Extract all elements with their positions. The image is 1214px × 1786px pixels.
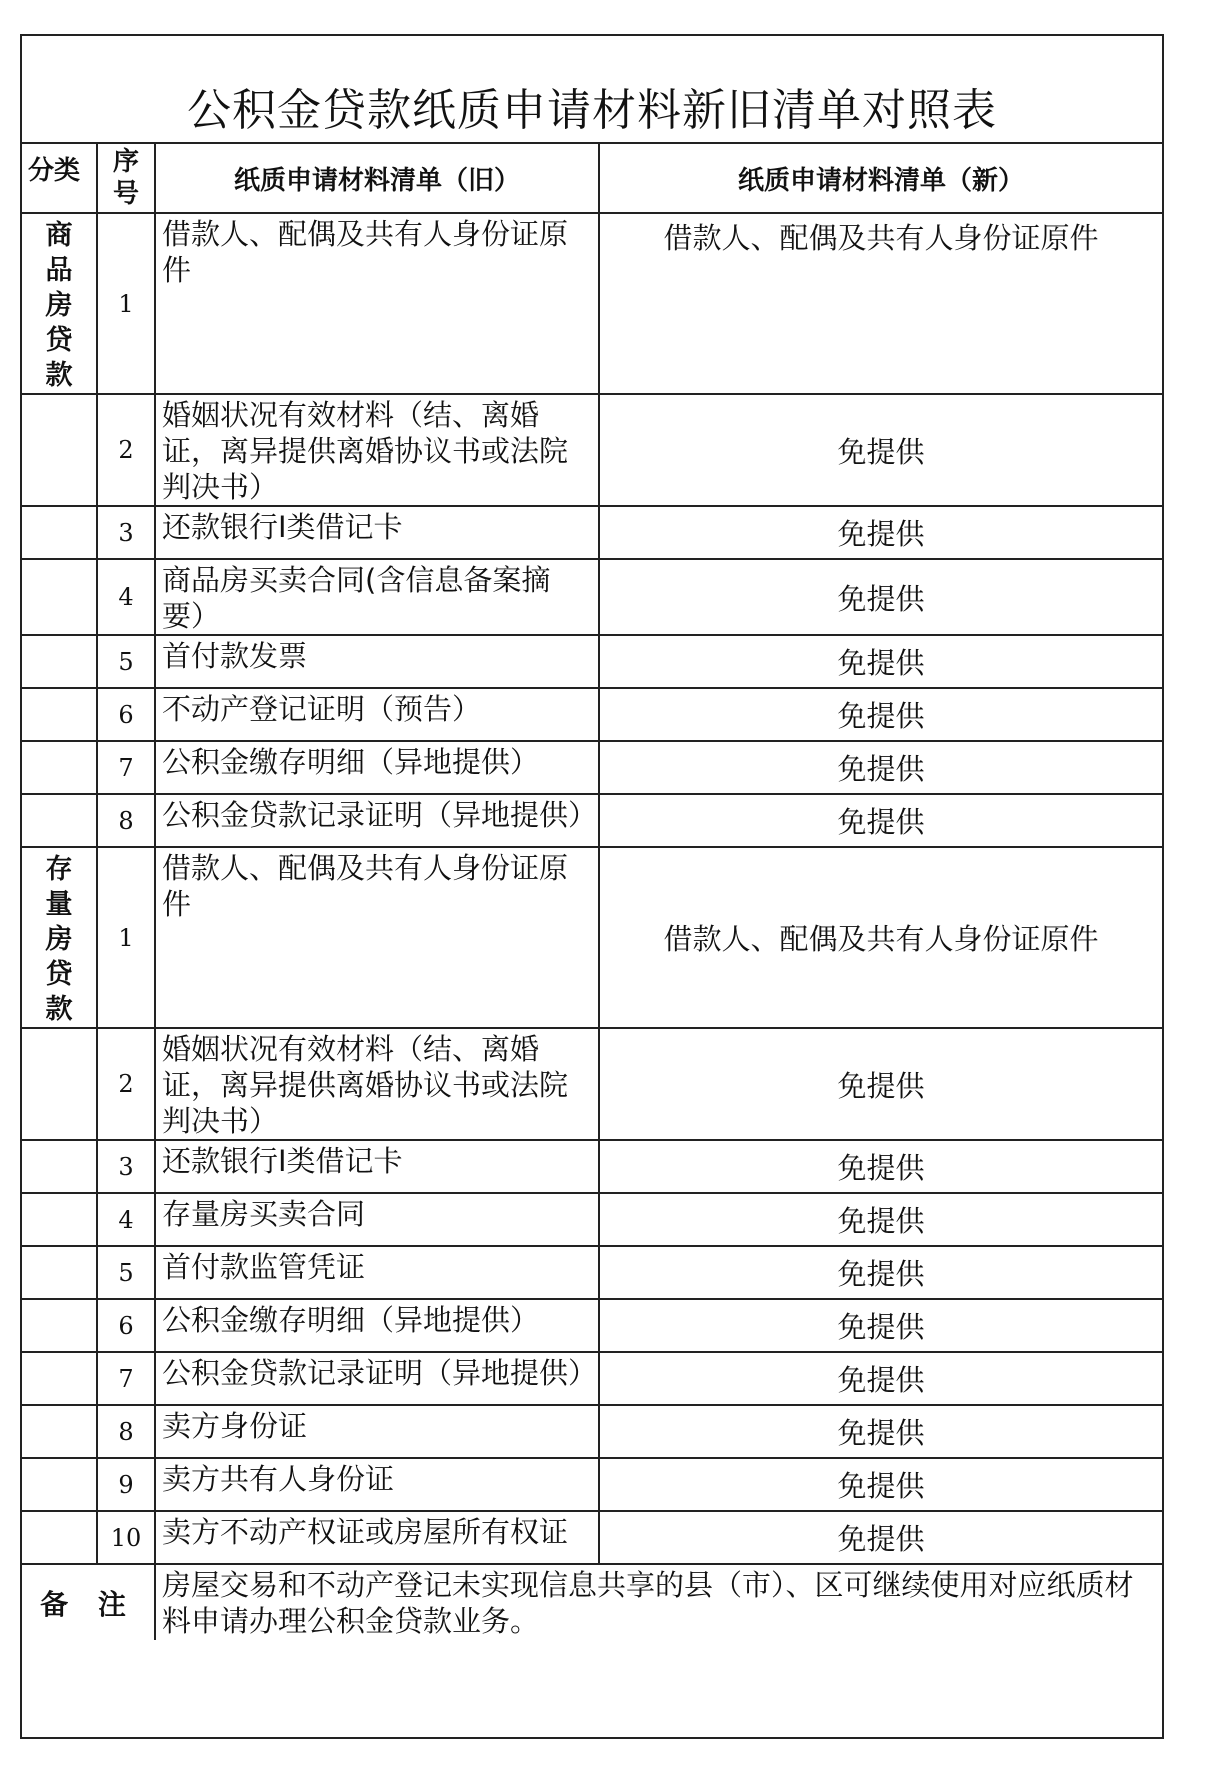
row-index: 2 xyxy=(97,394,155,506)
new-material: 免提供 xyxy=(599,741,1162,794)
table-row xyxy=(22,1299,1162,1352)
row-index: 7 xyxy=(97,1352,155,1405)
table-row xyxy=(22,741,1162,794)
table-row xyxy=(22,688,1162,741)
category-char: 房 xyxy=(45,924,73,955)
table-row xyxy=(22,1458,1162,1511)
new-material: 免提供 xyxy=(599,559,1162,635)
comparison-table xyxy=(22,144,1162,1640)
old-material: 存量房买卖合同 xyxy=(155,1193,599,1246)
new-material: 免提供 xyxy=(599,1299,1162,1352)
table-row xyxy=(22,1028,1162,1140)
row-index: 3 xyxy=(97,1140,155,1193)
category-empty xyxy=(22,741,97,794)
old-material: 还款银行I类借记卡 xyxy=(155,506,599,559)
row-index: 2 xyxy=(97,1028,155,1140)
header-new-list: 纸质申请材料清单（新） xyxy=(599,144,1162,213)
old-material: 公积金贷款记录证明（异地提供） xyxy=(155,1352,599,1405)
category-empty xyxy=(22,506,97,559)
table-row xyxy=(22,635,1162,688)
old-material: 公积金缴存明细（异地提供） xyxy=(155,1299,599,1352)
row-index: 4 xyxy=(97,1193,155,1246)
new-material: 借款人、配偶及共有人身份证原件 xyxy=(599,213,1162,394)
row-index: 6 xyxy=(97,1299,155,1352)
header-index xyxy=(97,144,155,213)
remark-label: 备 注 xyxy=(22,1564,155,1640)
category-char: 房 xyxy=(45,290,73,321)
category-char: 贷 xyxy=(45,959,73,990)
header-index-line2: 号 xyxy=(112,179,139,209)
old-material: 婚姻状况有效材料（结、离婚证，离异提供离婚协议书或法院判决书） xyxy=(155,394,599,506)
new-material: 免提供 xyxy=(599,1246,1162,1299)
new-material: 免提供 xyxy=(599,1405,1162,1458)
table-row xyxy=(22,1140,1162,1193)
new-material: 免提供 xyxy=(599,1511,1162,1564)
comparison-document xyxy=(20,34,1164,1739)
category-char: 款 xyxy=(45,994,73,1025)
row-index: 1 xyxy=(97,847,155,1028)
category-empty xyxy=(22,1299,97,1352)
old-material: 首付款监管凭证 xyxy=(155,1246,599,1299)
new-material: 免提供 xyxy=(599,1140,1162,1193)
header-row xyxy=(22,144,1162,213)
category-char: 存 xyxy=(45,854,73,885)
category-char: 贷 xyxy=(45,325,73,356)
category-existing-housing-loan xyxy=(22,847,97,1028)
table-row xyxy=(22,394,1162,506)
category-empty xyxy=(22,688,97,741)
table-row xyxy=(22,794,1162,847)
category-empty xyxy=(22,1140,97,1193)
old-material: 公积金贷款记录证明（异地提供） xyxy=(155,794,599,847)
category-char: 量 xyxy=(45,889,73,920)
old-material: 卖方身份证 xyxy=(155,1405,599,1458)
page-title: 公积金贷款纸质申请材料新旧清单对照表 xyxy=(22,36,1162,144)
new-material: 免提供 xyxy=(599,394,1162,506)
table-row xyxy=(22,1246,1162,1299)
category-commercial-housing-loan xyxy=(22,213,97,394)
row-index: 10 xyxy=(97,1511,155,1564)
row-index: 8 xyxy=(97,1405,155,1458)
new-material: 借款人、配偶及共有人身份证原件 xyxy=(599,847,1162,1028)
old-material: 借款人、配偶及共有人身份证原件 xyxy=(155,213,599,394)
new-material: 免提供 xyxy=(599,1028,1162,1140)
category-empty xyxy=(22,1028,97,1140)
new-material: 免提供 xyxy=(599,1352,1162,1405)
old-material: 卖方不动产权证或房屋所有权证 xyxy=(155,1511,599,1564)
old-material: 借款人、配偶及共有人身份证原件 xyxy=(155,847,599,1028)
old-material: 首付款发票 xyxy=(155,635,599,688)
category-char: 商 xyxy=(45,220,73,251)
category-empty xyxy=(22,635,97,688)
row-index: 6 xyxy=(97,688,155,741)
table-row xyxy=(22,213,1162,394)
row-index: 1 xyxy=(97,213,155,394)
category-empty xyxy=(22,1405,97,1458)
header-old-list: 纸质申请材料清单（旧） xyxy=(155,144,599,213)
row-index: 4 xyxy=(97,559,155,635)
category-char: 款 xyxy=(45,360,73,391)
table-row xyxy=(22,1193,1162,1246)
row-index: 8 xyxy=(97,794,155,847)
old-material: 公积金缴存明细（异地提供） xyxy=(155,741,599,794)
table-row xyxy=(22,506,1162,559)
category-empty xyxy=(22,1193,97,1246)
new-material: 免提供 xyxy=(599,1458,1162,1511)
new-material: 免提供 xyxy=(599,1193,1162,1246)
new-material: 免提供 xyxy=(599,506,1162,559)
category-empty xyxy=(22,1352,97,1405)
table-row xyxy=(22,847,1162,1028)
new-material: 免提供 xyxy=(599,688,1162,741)
header-category: 分类 xyxy=(22,144,97,213)
new-material: 免提供 xyxy=(599,635,1162,688)
category-empty xyxy=(22,794,97,847)
row-index: 3 xyxy=(97,506,155,559)
row-index: 7 xyxy=(97,741,155,794)
remark-text: 房屋交易和不动产登记未实现信息共享的县（市）、区可继续使用对应纸质材料申请办理公积金贷款业务。 xyxy=(155,1564,1162,1640)
category-empty xyxy=(22,1458,97,1511)
old-material: 商品房买卖合同(含信息备案摘要） xyxy=(155,559,599,635)
category-empty xyxy=(22,1246,97,1299)
row-index: 5 xyxy=(97,1246,155,1299)
header-index-line1: 序 xyxy=(112,147,139,177)
remark-row xyxy=(22,1564,1162,1640)
table-row xyxy=(22,1352,1162,1405)
row-index: 9 xyxy=(97,1458,155,1511)
table-row xyxy=(22,559,1162,635)
category-empty xyxy=(22,559,97,635)
old-material: 还款银行I类借记卡 xyxy=(155,1140,599,1193)
category-char: 品 xyxy=(45,255,73,286)
table-row xyxy=(22,1511,1162,1564)
old-material: 卖方共有人身份证 xyxy=(155,1458,599,1511)
row-index: 5 xyxy=(97,635,155,688)
table-row xyxy=(22,1405,1162,1458)
old-material: 婚姻状况有效材料（结、离婚证，离异提供离婚协议书或法院判决书） xyxy=(155,1028,599,1140)
old-material: 不动产登记证明（预告） xyxy=(155,688,599,741)
new-material: 免提供 xyxy=(599,794,1162,847)
category-empty xyxy=(22,1511,97,1564)
category-empty xyxy=(22,394,97,506)
